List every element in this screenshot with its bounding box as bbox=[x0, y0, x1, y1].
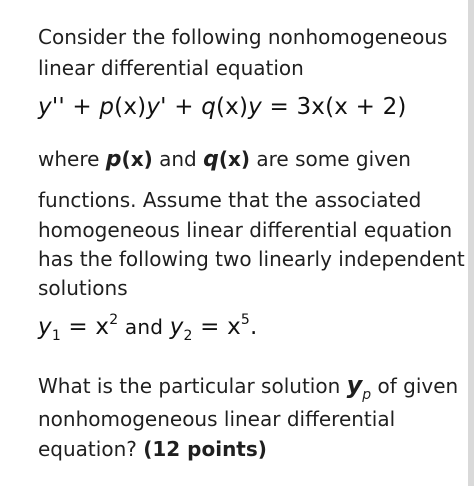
eq-y: y bbox=[38, 94, 52, 120]
body-line-3: has the following two linearly independent bbox=[38, 247, 465, 271]
ask-line-2: nonhomogeneous linear differential bbox=[38, 407, 396, 431]
solutions-line bbox=[38, 312, 258, 344]
ask-prefix: What is the particular solution bbox=[38, 374, 347, 398]
eq-p-arg: (x) bbox=[114, 94, 147, 120]
intro-line-1: Consider the following nonhomogeneous bbox=[38, 25, 448, 49]
eq-plus-1: + bbox=[64, 94, 100, 120]
points-label: (12 points) bbox=[143, 437, 267, 461]
sol-y1: y bbox=[38, 314, 52, 340]
where-line bbox=[38, 146, 411, 173]
body-line-2: homogeneous linear differential equation bbox=[38, 218, 453, 242]
eq-y-2: y bbox=[146, 94, 161, 120]
body-line-4: solutions bbox=[38, 276, 128, 300]
eq-q: q bbox=[201, 94, 216, 120]
eq-y-3: y bbox=[248, 94, 262, 120]
sol-sub1: 1 bbox=[51, 328, 61, 344]
body-line-1: functions. Assume that the associated bbox=[38, 188, 422, 212]
intro-line-2: linear differential equation bbox=[38, 56, 304, 80]
ask-line3-prefix: equation? bbox=[38, 437, 144, 461]
sol-period: . bbox=[250, 314, 258, 340]
differential-equation bbox=[38, 94, 407, 120]
scrollbar[interactable] bbox=[468, 0, 474, 486]
where-p: p bbox=[105, 147, 122, 172]
sol-sup2: 5 bbox=[240, 312, 251, 328]
eq-q-arg: (x) bbox=[216, 94, 249, 120]
ask-line-1 bbox=[38, 371, 459, 403]
ask-sub: p bbox=[362, 387, 372, 403]
sol-and: and bbox=[118, 315, 170, 339]
eq-prime: ' bbox=[160, 94, 167, 120]
sol-sup1: 2 bbox=[109, 312, 119, 328]
sol-sub2: 2 bbox=[183, 328, 193, 344]
ask-suffix: of given bbox=[371, 374, 459, 398]
where-q-arg: (x) bbox=[218, 147, 251, 171]
ask-line-3 bbox=[38, 436, 267, 462]
ask-y: y bbox=[346, 371, 363, 399]
sol-y2: y bbox=[169, 314, 184, 340]
where-and: and bbox=[152, 147, 204, 171]
eq-double-prime: '' bbox=[51, 94, 65, 120]
eq-p: p bbox=[99, 94, 115, 120]
where-q: q bbox=[203, 147, 219, 172]
eq-rhs: = 3x(x + 2) bbox=[261, 94, 407, 120]
where-suffix: are some given bbox=[250, 147, 411, 171]
eq-plus-2: + bbox=[166, 94, 202, 120]
sol-eq2: = x bbox=[192, 314, 241, 340]
where-prefix: where bbox=[38, 147, 106, 171]
where-p-arg: (x) bbox=[121, 147, 153, 171]
sol-eq1: = x bbox=[60, 314, 110, 340]
